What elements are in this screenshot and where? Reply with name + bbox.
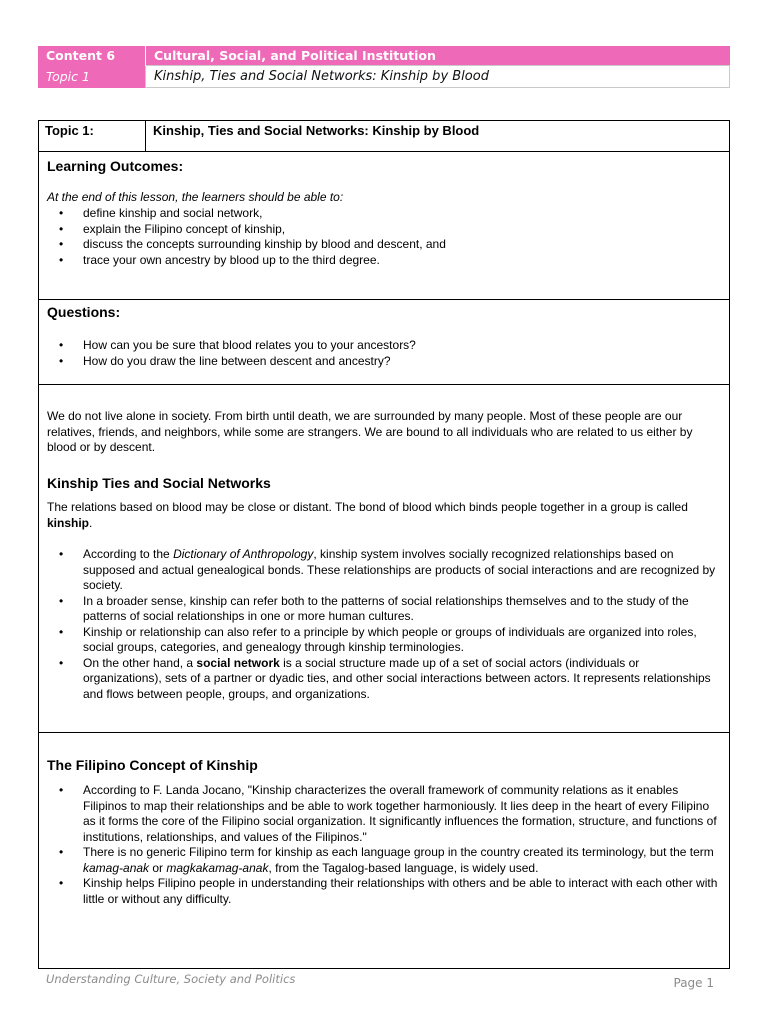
list-item: • In a broader sense, kinship can refer both to the patterns of social relationships themselves and to the study of the patterns of social relationships in one or more human cultures. <box>39 594 719 625</box>
kinship-intro: We do not live alone in society. From birth until death, we are surrounded by many people. Most of these people are our relatives, friends, and neighbors, while some are strangers. We are bound to all individuals who are related to us either by blood or by descent. <box>47 409 693 454</box>
content-title: Cultural, Social, and Political Institution <box>146 46 730 66</box>
learning-outcomes-heading: Learning Outcomes: <box>47 158 184 174</box>
list-item: • There is no generic Filipino term for kinship as each language group in the country created its terminology, but the term kamag-anak or magkakamag-anak, from the Tagalog-based language, is widely used. <box>39 845 719 876</box>
filipino-list <box>39 783 719 907</box>
list-item: • According to F. Landa Jocano, "Kinship characterizes the overall framework of community relations as it enables Filipinos to map their relationships and be able to work together harmoniously. It lies deep in the heart of every Filipino as it forms the core of the Filipino social organization. It significantly influences the formation, structure, and functions of institutions, relationships, and values of the Filipinos." <box>39 783 719 845</box>
lesson-table <box>38 120 730 969</box>
questions-heading: Questions: <box>47 304 121 320</box>
filipino-heading: The Filipino Concept of Kinship <box>47 757 258 773</box>
questions-section <box>39 299 729 385</box>
list-item: • Kinship helps Filipino people in understanding their relationships with others and be able to interact with each other with little or without any difficulty. <box>39 876 719 907</box>
list-item: • How do you draw the line between descent and ancestry? <box>39 354 719 370</box>
footer-course-title: Understanding Culture, Society and Politics <box>46 972 296 986</box>
list-item: • How can you be sure that blood relates you to your ancestors? <box>39 338 719 354</box>
kinship-section <box>39 384 729 733</box>
questions-list <box>39 338 719 369</box>
list-item: • trace your own ancestry by blood up to the third degree. <box>39 253 719 269</box>
kinship-list <box>39 547 719 702</box>
topic-label: Topic 1 <box>38 66 146 88</box>
list-item: • discuss the concepts surrounding kinship by blood and descent, and <box>39 237 719 253</box>
topic-title: Kinship, Ties and Social Networks: Kinship by Blood <box>146 66 730 88</box>
list-item: • On the other hand, a social network is a social structure made up of a set of social actors (individuals or organizations), sets of a partner or dyadic ties, and other social interactions between actors. It represents relationships and flows between people, groups, and organizations. <box>39 656 719 703</box>
topic-row-label: Topic 1: <box>45 123 94 138</box>
topic-row-title: Kinship, Ties and Social Networks: Kinship by Blood <box>153 123 480 138</box>
list-item: • explain the Filipino concept of kinship, <box>39 222 719 238</box>
page-number: Page 1 <box>673 976 714 990</box>
list-item: • define kinship and social network, <box>39 206 719 222</box>
topic-row <box>39 121 729 151</box>
list-item: • According to the Dictionary of Anthropology, kinship system involves socially recognized relationships based on supposed and actual genealogical bonds. These relationships are products of social interactions and are recognized by society. <box>39 547 719 594</box>
kinship-paragraph: The relations based on blood may be close or distant. The bond of blood which binds people together in a group is called kinship. <box>47 500 688 530</box>
list-item: • Kinship or relationship can also refer to a principle by which people or groups of individuals are organized into roles, social groups, categories, and genealogy through kinship terminologies. <box>39 625 719 656</box>
content-banner <box>38 46 730 88</box>
kinship-heading: Kinship Ties and Social Networks <box>47 475 271 491</box>
filipino-section <box>39 732 729 969</box>
learning-outcomes-section <box>39 151 729 300</box>
learning-outcomes-list <box>39 206 719 268</box>
content-label: Content 6 <box>38 46 146 66</box>
learning-outcomes-intro: At the end of this lesson, the learners should be able to: <box>47 190 344 204</box>
